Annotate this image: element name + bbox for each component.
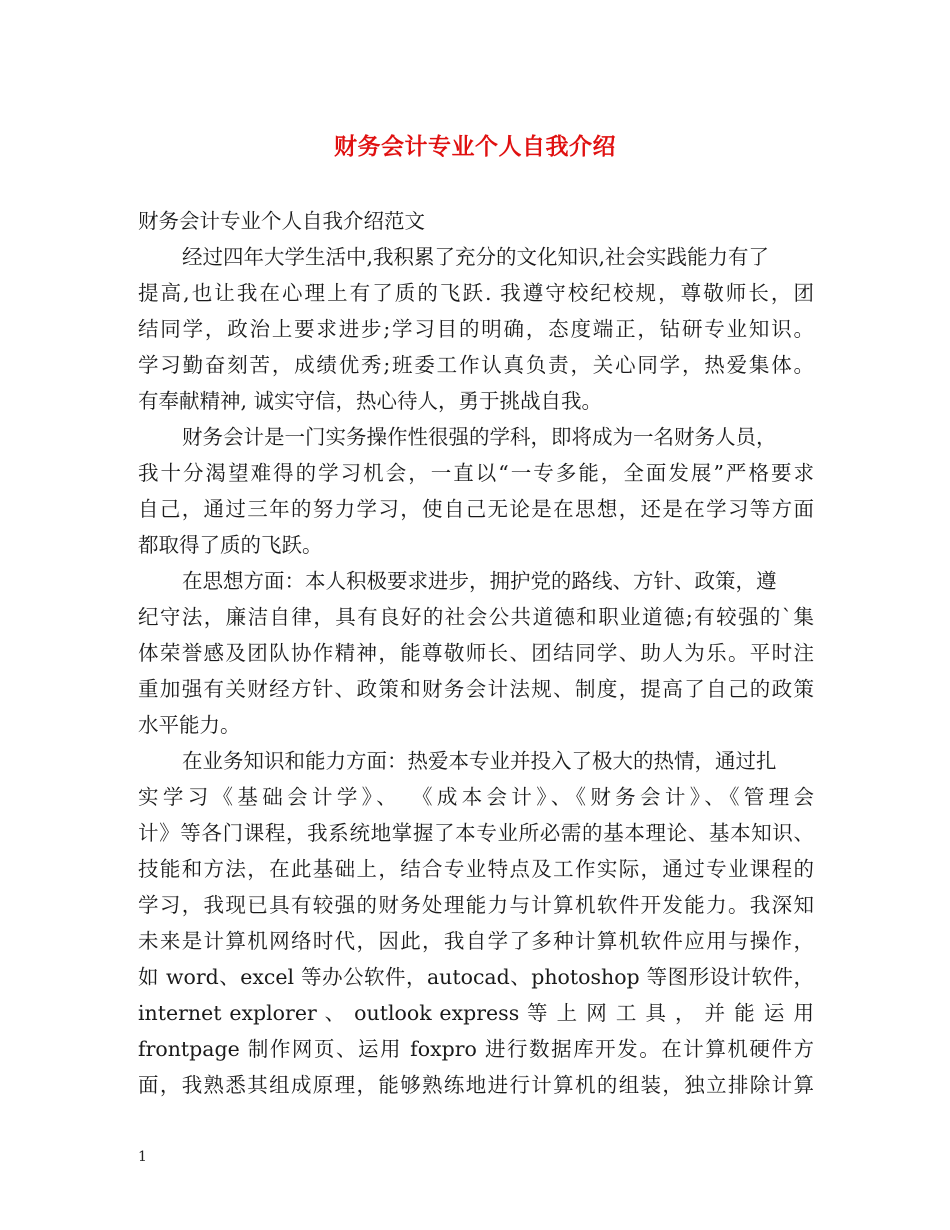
paragraph-line: 经过四年大学生活中,我积累了充分的文化知识,社会实践能力有了 [182, 245, 770, 269]
document-subtitle: 财务会计专业个人自我介绍范文 [138, 209, 425, 233]
paragraph-line: 自己，通过三年的努力学习，使自己无论是在思想，还是在学习等方面 [138, 497, 814, 521]
document-title: 财务会计专业个人自我介绍 [334, 134, 616, 160]
paragraph-line: 实学习《基础会计学》、 《成本会计》、《财务会计》、《管理会 [138, 785, 814, 809]
paragraph-line: 水平能力。 [138, 713, 241, 737]
paragraph-line: 面，我熟悉其组成原理，能够熟练地进行计算机的组装，独立排除计算 [138, 1073, 814, 1097]
paragraph-line: 在业务知识和能力方面：热爱本专业并投入了极大的热情，通过扎 [182, 749, 777, 773]
paragraph-line: 有奉献精神, 诚实守信，热心待人，勇于挑战自我。 [138, 389, 603, 413]
paragraph-line: 技能和方法，在此基础上，结合专业特点及工作实际，通过专业课程的 [138, 857, 814, 881]
paragraph-line: 计》等各门课程，我系统地掌握了本专业所必需的基本理论、基本知识、 [138, 821, 814, 845]
paragraph-line: 学习勤奋刻苦，成绩优秀;班委工作认真负责，关心同学，热爱集体。 [138, 353, 814, 377]
paragraph-line: 如 word、excel 等办公软件，autocad、photoshop 等图形设计软件， [138, 965, 814, 989]
paragraph-line: 提高,也让我在心理上有了质的飞跃. 我遵守校纪校规，尊敬师长，团 [138, 281, 814, 305]
paragraph-line: frontpage 制作网页、运用 foxpro 进行数据库开发。在计算机硬件方 [138, 1037, 814, 1061]
paragraph-line: 财务会计是一门实务操作性很强的学科，即将成为一名财务人员， [182, 425, 777, 449]
paragraph-line: 体荣誉感及团队协作精神，能尊敬师长、团结同学、助人为乐。平时注 [138, 641, 814, 665]
paragraph-line: 纪守法，廉洁自律，具有良好的社会公共道德和职业道德;有较强的`集 [138, 605, 814, 629]
page-number: 1 [138, 1149, 147, 1165]
paragraph-line: 重加强有关财经方针、政策和财务会计法规、制度，提高了自己的政策 [138, 677, 814, 701]
paragraph-line: 在思想方面：本人积极要求进步，拥护党的路线、方针、政策，遵 [182, 569, 777, 593]
paragraph-line: 未来是计算机网络时代，因此，我自学了多种计算机软件应用与操作， [138, 929, 814, 953]
paragraph-line: 我十分渴望难得的学习机会，一直以“一专多能，全面发展”严格要求 [138, 461, 814, 485]
paragraph-line: 结同学，政治上要求进步;学习目的明确，态度端正，钻研专业知识。 [138, 317, 814, 341]
paragraph-line: 学习，我现已具有较强的财务处理能力与计算机软件开发能力。我深知 [138, 893, 814, 917]
paragraph-line: 都取得了质的飞跃。 [138, 533, 323, 557]
paragraph-line: internet explorer 、 outlook express 等 上 网 工 具 ， 并 能 运 用 [138, 1001, 814, 1025]
